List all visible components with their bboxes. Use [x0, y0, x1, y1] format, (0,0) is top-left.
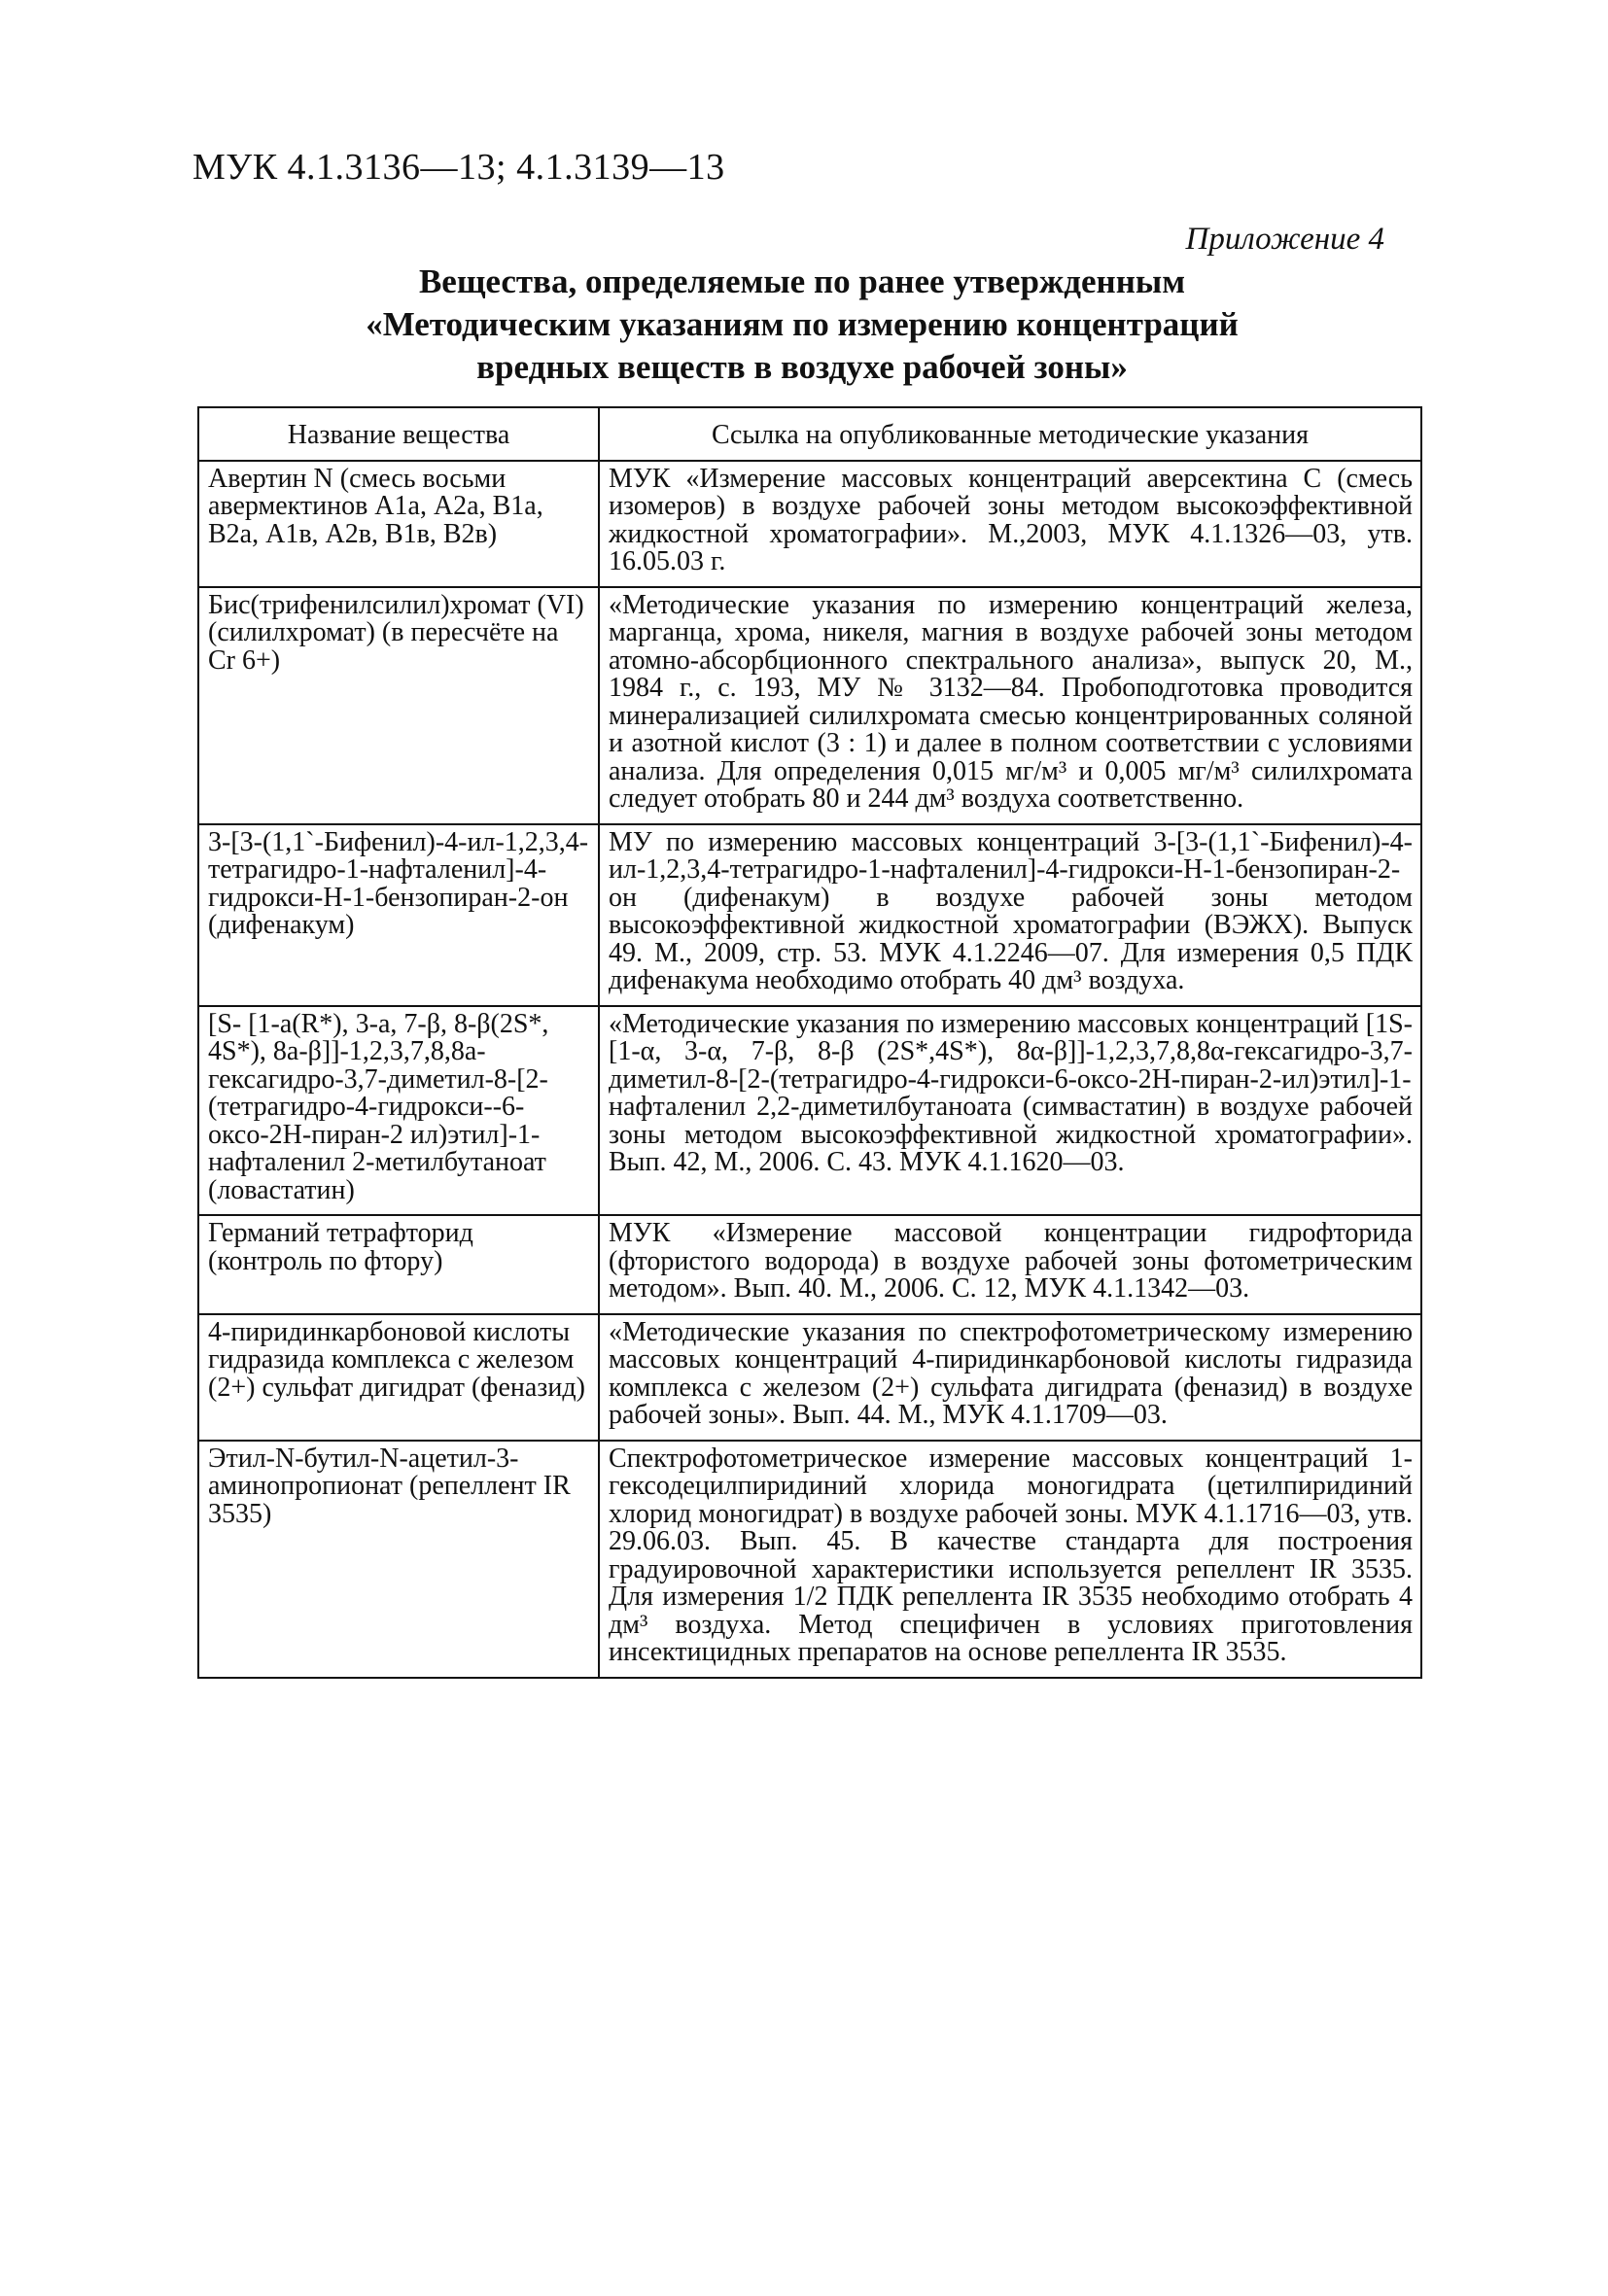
substance-name-cell: Германий тетрафторид (контроль по фтору) [198, 1215, 599, 1314]
substance-name-cell: [S- [1-a(R*), 3-a, 7-β, 8-β(2S*, 4S*), 8a-β]]-1,2,3,7,8,8a-гексагидро-3,7-диметил-8-[2-(тетрагидро-4-гидрокси--6-оксо-2Н-пиран-2 ил)этил]-1-нафталенил 2-метилбутаноат (ловастатин) [198, 1006, 599, 1216]
table-row [198, 1441, 1421, 1678]
table-row [198, 587, 1421, 824]
column-header-substance-name: Название вещества [198, 407, 599, 461]
table-row [198, 824, 1421, 1006]
substance-name-cell: 3-[3-(1,1`-Бифенил)-4-ил-1,2,3,4-тетрагидро-1-нафталенил]-4-гидрокси-Н-1-бензопиран-2-он (дифенакум) [198, 824, 599, 1006]
title-line: вредных веществ в воздухе рабочей зоны» [476, 348, 1128, 386]
table-row [198, 1215, 1421, 1314]
substance-name-cell: Бис(трифенилсилил)хромат (VI) (силилхромат) (в пересчёте на Cr 6+) [198, 587, 599, 824]
reference-cell: Спектрофотометрическое измерение массовых концентраций 1-гексодецилпиридиний хлорида моногидрата (цетилпиридиний хлорид моногидрат) в воздухе рабочей зоны. МУК 4.1.1716—03, утв. 29.06.03. Вып. 45. В качестве стандарта для построения градуировочной характеристики используется репеллент IR 3535. Для измерения 1/2 ПДК репеллента IR 3535 необходимо отобрать 4 дм³ воздуха. Метод специфичен в условиях приготовления инсектицидных препаратов на основе репеллента IR 3535. [599, 1441, 1421, 1678]
reference-cell: «Методические указания по измерению концентраций железа, марганца, хрома, никеля, магния в воздухе рабочей зоны методом атомно-абсорбционного спектрального анализа», выпуск 20, М., 1984 г., с. 193, МУ № 3132—84. Пробоподготовка проводится минерализацией силилхромата смесью концентрированных соляной и азотной кислот (3 : 1) и далее в полном соответствии с условиями анализа. Для определения 0,015 мг/м³ и 0,005 мг/м³ силилхромата следует отобрать 80 и 244 дм³ воздуха соответственно. [599, 587, 1421, 824]
table-header-row [198, 407, 1421, 461]
document-code-header: МУК 4.1.3136—13; 4.1.3139—13 [192, 147, 725, 188]
reference-cell: МУ по измерению массовых концентраций 3-[3-(1,1`-Бифенил)-4-ил-1,2,3,4-тетрагидро-1-нафталенил]-4-гидрокси-Н-1-бензопиран-2-он (дифенакум) в воздухе рабочей зоны методом высокоэффективной жидкостной хроматографии (ВЭЖХ). Выпуск 49. М., 2009, стр. 53. МУК 4.1.2246—07. Для измерения 0,5 ПДК дифенакума необходимо отобрать 40 дм³ воздуха. [599, 824, 1421, 1006]
substance-name-cell: 4-пиридинкарбоновой кислоты гидразида комплекса с железом (2+) сульфат дигидрат (феназид) [198, 1314, 599, 1441]
document-title [243, 261, 1361, 389]
substance-name-cell: Этил-N-бутил-N-ацетил-3-аминопропионат (репеллент IR 3535) [198, 1441, 599, 1678]
table-row [198, 461, 1421, 587]
reference-cell: «Методические указания по измерению массовых концентраций [1S-[1-α, 3-α, 7-β, 8-β (2S*,4S*), 8α-β]]-1,2,3,7,8,8α-гексагидро-3,7-диметил-8-[2-(тетрагидро-4-гидрокси-6-оксо-2Н-пиран-2-ил)этил]-1-нафталенил 2,2-диметилбутаноата (симвастатин) в воздухе рабочей зоны методом высокоэффективной жидкостной хроматографии». Вып. 42, М., 2006. С. 43. МУК 4.1.1620—03. [599, 1006, 1421, 1216]
table-row [198, 1006, 1421, 1216]
title-line: «Методическим указаниям по измерению концентраций [366, 305, 1239, 343]
substance-name-cell: Авертин N (смесь восьми авермектинов А1а, А2а, В1а, В2а, А1в, А2в, В1в, В2в) [198, 461, 599, 587]
reference-cell: МУК «Измерение массовой концентрации гидрофторида (фтористого водорода) в воздухе рабочей зоны фотометрическим методом». Вып. 40. М., 2006. С. 12, МУК 4.1.1342—03. [599, 1215, 1421, 1314]
substances-table [197, 406, 1422, 1679]
title-line: Вещества, определяемые по ранее утвержденным [418, 262, 1186, 300]
appendix-label: Приложение 4 [1185, 222, 1384, 257]
reference-cell: МУК «Измерение массовых концентраций аверсектина С (смесь изомеров) в воздухе рабочей зоны методом высокоэффективной жидкостной хроматографии». М.,2003, МУК 4.1.1326—03, утв. 16.05.03 г. [599, 461, 1421, 587]
table-row [198, 1314, 1421, 1441]
column-header-reference: Ссылка на опубликованные методические указания [599, 407, 1421, 461]
reference-cell: «Методические указания по спектрофотометрическому измерению массовых концентраций 4-пиридинкарбоновой кислоты гидразида комплекса с железом (2+) сульфата дигидрата (феназид) в воздухе рабочей зоны». Вып. 44. М., МУК 4.1.1709—03. [599, 1314, 1421, 1441]
